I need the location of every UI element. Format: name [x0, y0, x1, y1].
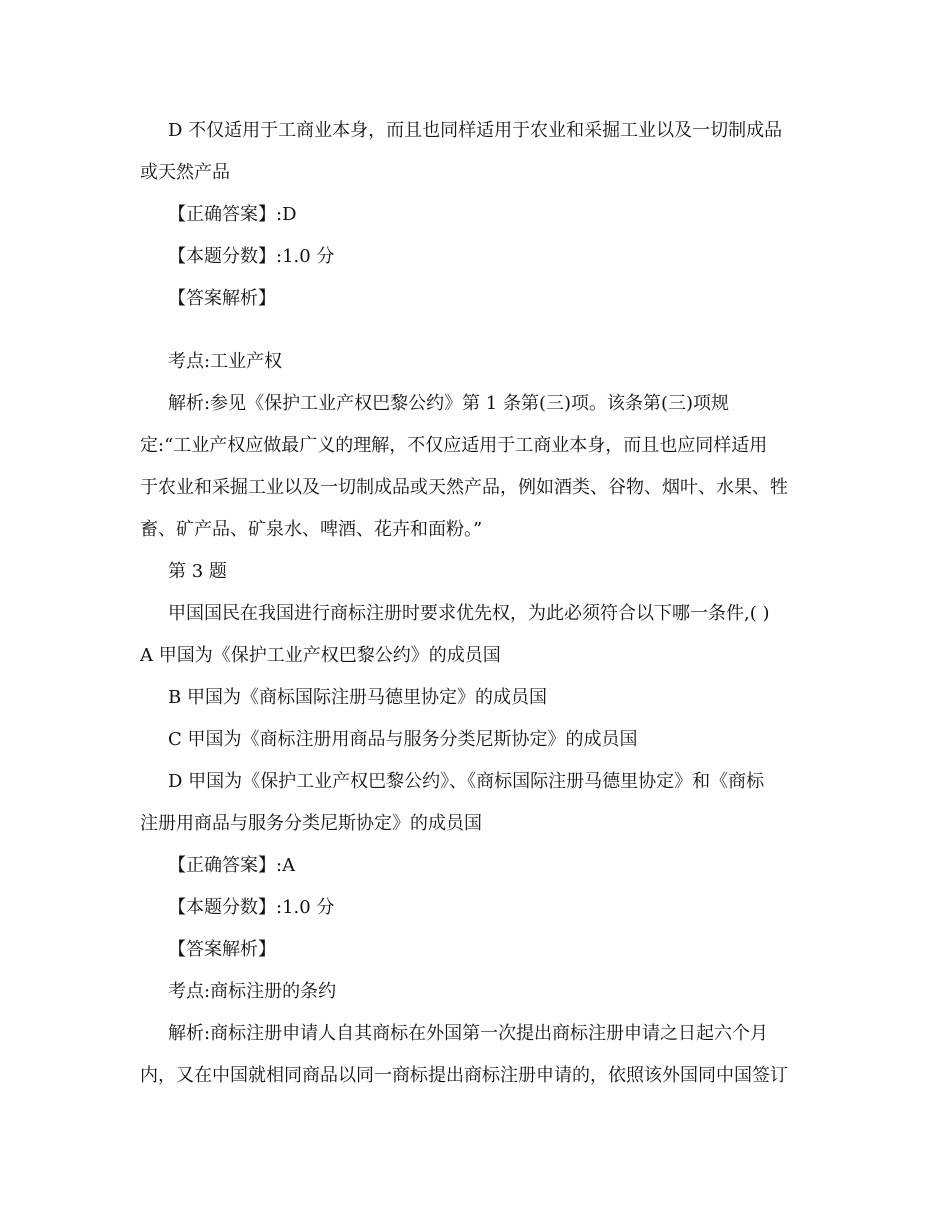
- analysis-line-3: 于农业和采掘工业以及一切制成品或天然产品，例如酒类、谷物、烟叶、水果、牲: [140, 477, 788, 498]
- analysis-q3-line-1: 解析:商标注册申请人自其商标在外国第一次提出商标注册申请之日起六个月: [168, 1023, 769, 1044]
- analysis-line-4: 畜、矿产品、矿泉水、啤酒、花卉和面粉。”: [140, 519, 483, 540]
- analysis-q3-line-2: 内，又在中国就相同商品以同一商标提出商标注册申请的，依照该外国同中国签订: [140, 1065, 788, 1086]
- option-b: B 甲国为《商标国际注册马德里协定》的成员国: [168, 687, 547, 708]
- correct-answer: 【正确答案】:D: [168, 204, 297, 225]
- question-number: 第 3 题: [168, 561, 227, 582]
- option-d-line-1: D 不仅适用于工商业本身，而且也同样适用于农业和采掘工业以及一切制成品: [168, 120, 783, 141]
- option-a: A 甲国为《保护工业产权巴黎公约》的成员国: [140, 645, 501, 666]
- exam-point-q3: 考点:商标注册的条约: [168, 981, 337, 1002]
- question-stem: 甲国国民在我国进行商标注册时要求优先权，为此必须符合以下哪一条件,( ): [168, 603, 770, 624]
- option-d-q3-line-1: D 甲国为《保护工业产权巴黎公约》、《商标国际注册马德里协定》和《商标: [168, 771, 765, 792]
- analysis-line-2: 定:“工业产权应做最广义的理解，不仅应适用于工商业本身，而且也应同样适用: [140, 435, 768, 456]
- analysis-line-1: 解析:参见《保护工业产权巴黎公约》第 1 条第(三)项。该条第(三)项规: [168, 393, 730, 414]
- answer-analysis-heading-q3: 【答案解析】: [168, 939, 276, 960]
- correct-answer-q3: 【正确答案】:A: [168, 855, 296, 876]
- answer-analysis-heading: 【答案解析】: [168, 288, 276, 309]
- exam-point: 考点:工业产权: [168, 351, 283, 372]
- option-c: C 甲国为《商标注册用商品与服务分类尼斯协定》的成员国: [168, 729, 638, 750]
- question-score: 【本题分数】:1.0 分: [168, 246, 335, 267]
- option-d-line-2: 或天然产品: [140, 162, 230, 183]
- option-d-q3-line-2: 注册用商品与服务分类尼斯协定》的成员国: [140, 813, 482, 834]
- question-score-q3: 【本题分数】:1.0 分: [168, 897, 335, 918]
